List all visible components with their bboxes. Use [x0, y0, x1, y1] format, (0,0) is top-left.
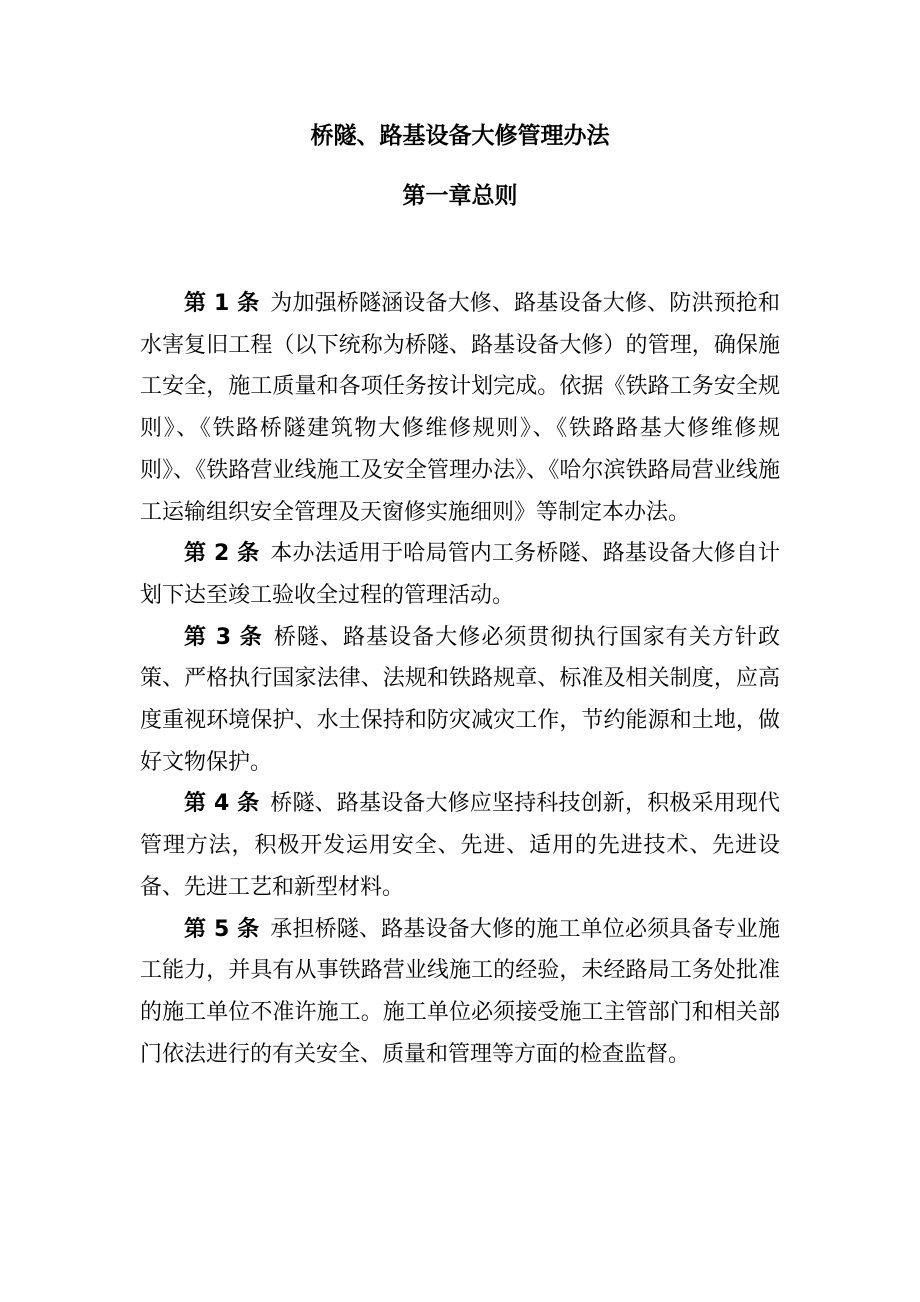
- document-body: [140, 283, 780, 1075]
- article-text: 桥隧、路基设备大修应坚持科技创新，积极采用现代管理方法，积极开发运用安全、先进、适用的先进技术、先进设备、先进工艺和新型材料。: [140, 791, 780, 900]
- article-text: 本办法适用于哈局管内工务桥隧、路基设备大修自计划下达至竣工验收全过程的管理活动。: [140, 541, 780, 608]
- article-text: 为加强桥隧涵设备大修、路基设备大修、防洪预抢和水害复旧工程（以下统称为桥隧、路基设备大修）的管理，确保施工安全，施工质量和各项任务按计划完成。依据《铁路工务安全规则》、《铁路桥隧建筑物大修维修规则》、《铁路路基大修维修规则》、《铁路营业线施工及安全管理办法》、《哈尔滨铁路局营业线施工运输组织安全管理及天窗修实施细则》等制定本办法。: [140, 291, 780, 525]
- article-number: 第 2 条: [184, 541, 260, 567]
- article-text: 桥隧、路基设备大修必须贯彻执行国家有关方针政策、严格执行国家法律、法规和铁路规章、标准及相关制度，应高度重视环境保护、水土保持和防灾减灾工作，节约能源和土地，做好文物保护。: [140, 624, 780, 775]
- article-3: [140, 617, 780, 784]
- document-title: 桥隧、路基设备大修管理办法: [310, 123, 610, 149]
- article-4: [140, 783, 780, 908]
- article-2: [140, 533, 780, 616]
- article-5: [140, 909, 780, 1076]
- article-number: 第 3 条: [184, 624, 263, 650]
- article-number: 第 1 条: [184, 291, 260, 316]
- chapter-title: 第一章总则: [402, 183, 518, 209]
- article-number: 第 5 条: [184, 916, 260, 942]
- article-number: 第 4 条: [184, 791, 260, 817]
- article-text: 承担桥隧、路基设备大修的施工单位必须具备专业施工能力，并具有从事铁路营业线施工的经验，未经路局工务处批准的施工单位不准许施工。施工单位必须接受施工主管部门和相关部门依法进行的有关安全、质量和管理等方面的检查监督。: [140, 916, 780, 1067]
- article-1: [140, 283, 780, 533]
